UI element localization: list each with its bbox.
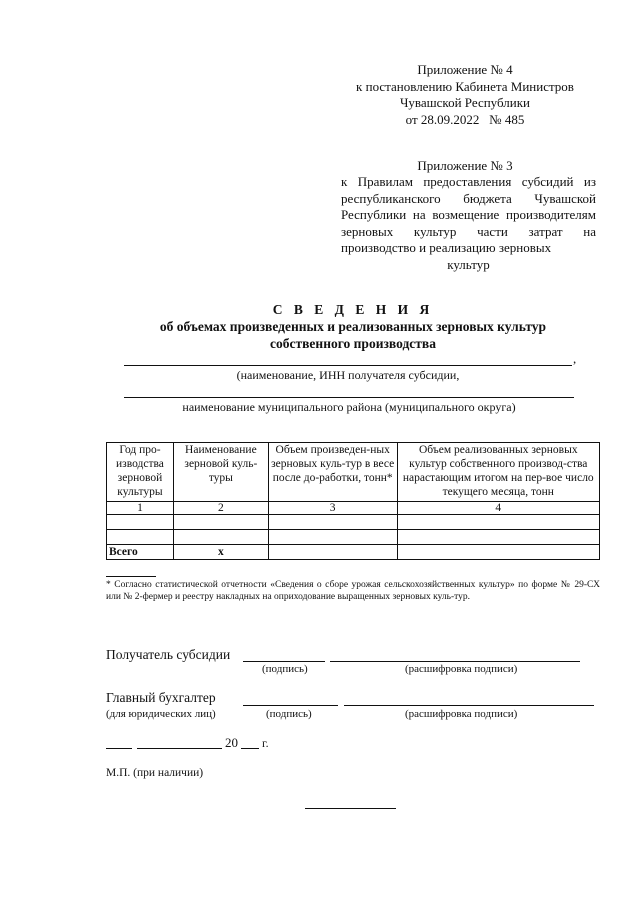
header-year: Год про-изводства зерновой культуры	[107, 443, 174, 502]
table-cell[interactable]	[268, 530, 397, 545]
date-day-line[interactable]	[106, 748, 132, 749]
appendix-3-last-word: культур	[447, 256, 490, 272]
header-crop-name: Наименование зерновой куль-туры	[173, 443, 268, 502]
title-line-1: об объемах произведенных и реализованных зерновых культур	[159, 319, 547, 334]
recipient-signature-label: Получатель субсидии	[106, 647, 231, 662]
accountant-decode-line[interactable]	[344, 705, 594, 706]
footnote-rule	[106, 576, 156, 577]
recipient-name-line[interactable]	[124, 365, 572, 366]
header-produced-volume: Объем произведен-ных зерновых куль-тур в весе после до-работки, тонн*	[268, 443, 397, 502]
appendix-4-line: от 28.09.2022 № 485	[405, 111, 525, 127]
appendix-3-text: к Правилам предоставления субсидий из республиканского бюджета Чувашской Республики на возмещение производителям зерновых культур части затрат на производство и реализацию зерновых	[341, 174, 596, 255]
date-year-g: г.	[262, 736, 269, 750]
table-row	[107, 530, 600, 545]
total-mark: х	[173, 545, 268, 560]
appendix-3-title: Приложение № 3	[417, 158, 513, 173]
total-sold-cell[interactable]	[397, 545, 599, 560]
accountant-signature-label: Главный бухгалтер	[106, 690, 216, 705]
municipality-caption: наименование муниципального района (муниципального округа)	[182, 400, 516, 414]
table-number-row	[107, 502, 600, 515]
appendix-4-line: Чувашской Республики	[399, 95, 531, 110]
table-header-row	[107, 443, 600, 502]
stamp-note: М.П. (при наличии)	[106, 767, 204, 779]
date-month-line[interactable]	[137, 748, 222, 749]
table-cell[interactable]	[107, 530, 174, 545]
bottom-separator	[305, 808, 396, 809]
col-number: 2	[173, 502, 268, 515]
total-label: Всего	[107, 545, 174, 560]
col-number: 4	[397, 502, 599, 515]
recipient-line-comma: ,	[573, 351, 577, 366]
recipient-sign-caption: (подпись)	[262, 663, 308, 675]
header-sold-volume: Объем реализованных зерновых культур собственного производ-ства нарастающим итогом на пер-вое число текущего месяца, тонн	[397, 443, 599, 502]
appendix-4-header	[330, 62, 600, 128]
grain-volume-table	[106, 442, 600, 560]
col-number: 1	[107, 502, 174, 515]
date-year-prefix: 20	[225, 735, 238, 750]
accountant-sign-caption: (подпись)	[266, 708, 312, 720]
table-cell[interactable]	[107, 515, 174, 530]
table-total-row	[107, 545, 600, 560]
legal-entity-note: (для юридических лиц)	[106, 708, 216, 720]
appendix-3-body	[341, 174, 596, 273]
title-line-2: собственного производства	[270, 336, 436, 351]
table-cell[interactable]	[397, 515, 599, 530]
appendix-4-line: Приложение № 4	[417, 62, 513, 77]
table-row	[107, 515, 600, 530]
col-number: 3	[268, 502, 397, 515]
table-cell[interactable]	[173, 530, 268, 545]
appendix-4-line: к постановлению Кабинета Министров	[356, 78, 574, 94]
footnote-text: * Согласно статистической отчетности «Сведения о сборе урожая сельскохозяйственных культур» по форме № 29-СХ или № 2-фермер и реестру накладных на оприходование выращенных зерновых куль-тур.	[106, 580, 600, 602]
document-title	[108, 301, 598, 352]
accountant-decode-caption: (расшифровка подписи)	[405, 708, 518, 720]
table-cell[interactable]	[397, 530, 599, 545]
recipient-caption: (наименование, ИНН получателя субсидии,	[236, 368, 460, 382]
total-produced-cell[interactable]	[268, 545, 397, 560]
recipient-decode-line[interactable]	[330, 661, 580, 662]
accountant-sign-line[interactable]	[243, 705, 338, 706]
date-year-line[interactable]	[241, 748, 259, 749]
table-cell[interactable]	[173, 515, 268, 530]
recipient-decode-caption: (расшифровка подписи)	[405, 663, 518, 675]
recipient-sign-line[interactable]	[243, 661, 325, 662]
title-svedeniya: С В Е Д Е Н И Я	[272, 302, 434, 317]
table-cell[interactable]	[268, 515, 397, 530]
municipality-line[interactable]	[124, 397, 574, 398]
